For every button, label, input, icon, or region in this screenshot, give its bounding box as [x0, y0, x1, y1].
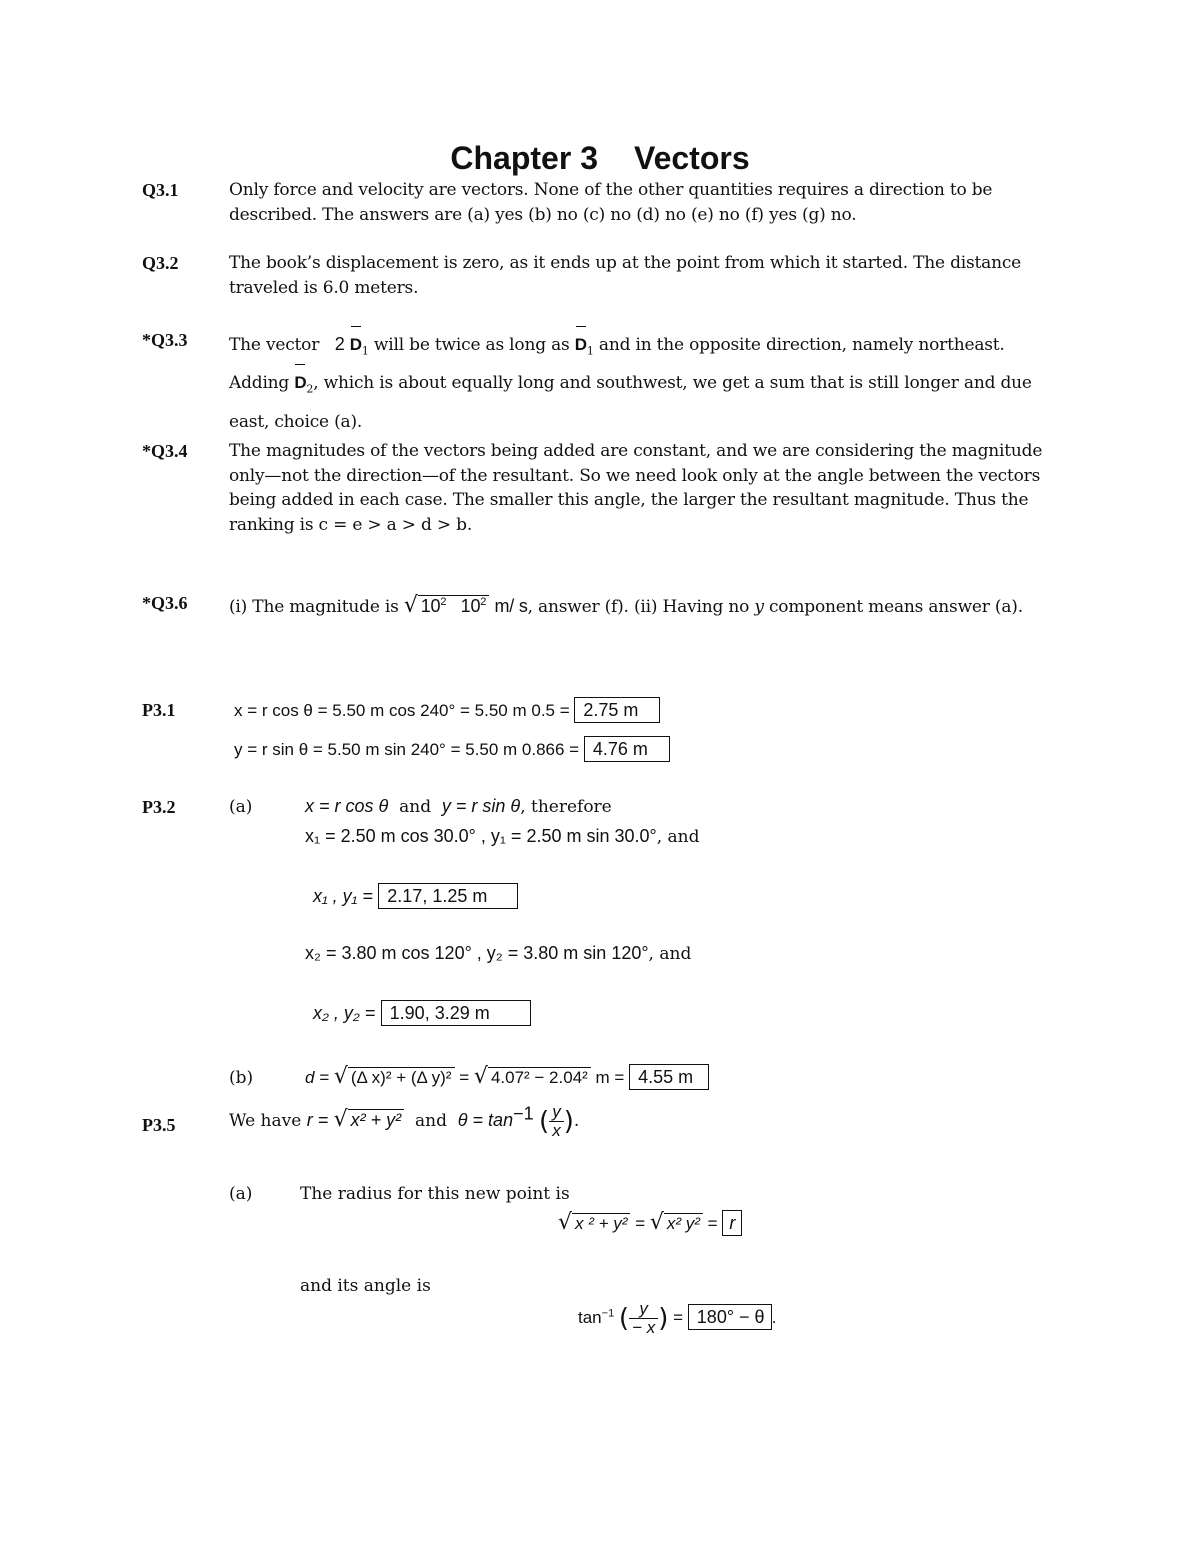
p35-angle-answer-box: 180° − θ: [688, 1304, 772, 1330]
p35-angle-text: and its angle is: [300, 1276, 431, 1296]
p35-label: P3.5: [142, 1115, 176, 1135]
y-over-neg-x-fraction: $\frac{y}{- x}$: [629, 1300, 658, 1337]
p32-a-line1: x = r cos θ and y = r sin θ, therefore: [305, 796, 612, 817]
p32-label: P3.2: [142, 797, 176, 817]
p35-angle-equation: $\tan^{-1}$ ( $\frac{y}{- x}$ ) = 180° − θ .: [578, 1299, 777, 1337]
q33-coefficient: 2: [334, 334, 345, 354]
q34-answer: The magnitudes of the vectors being added are constant, and we are considering the magnitude only—not the direction—of the resultant. So we need look only at the angle between the vectors being added in each case. The smaller this angle, the larger the resultant magnitude. Thus the ranking is c = e > a > d > b.: [229, 441, 1043, 535]
sqrt-symbol: √: [558, 1210, 573, 1235]
q31-label: Q3.1: [142, 180, 179, 200]
sqrt-symbol: √: [473, 1064, 488, 1089]
p35-radius-text: The radius for this new point is: [300, 1184, 570, 1204]
y-over-x-fraction: $\frac{y}{x}$: [549, 1103, 564, 1140]
q34-label: *Q3.4: [142, 441, 188, 461]
p35-radius-equation: √ x ² + y² = √ x² y² = r: [558, 1210, 742, 1236]
q32-answer: The book’s displacement is zero, as it ends up at the point from which it started. The distance traveled is 6.0 meters.: [229, 253, 1022, 298]
p32-point2-answer-box: 1.90, 3.29 m: [381, 1000, 531, 1026]
p32-part-a-label: (a): [229, 797, 253, 817]
q31-answer: Only force and velocity are vectors. None of the other quantities requires a direction to be described. The answers are (a) yes (b) no (c) no (d) no (e) no (f) yes (g) no.: [229, 180, 993, 225]
p31-x-equation: x = r cos θ = 5.50 m cos 240° = 5.50 m 0.5 = 2.75 m: [234, 697, 660, 723]
p31-x-answer-box: 2.75 m: [574, 697, 660, 723]
p32-part-b-label: (b): [229, 1068, 254, 1088]
p31-y-equation: y = r sin θ = 5.50 m sin 240° = 5.50 m 0.866 = 4.76 m: [234, 736, 670, 762]
q33-answer: The vector 2 $D_1$ will be twice as long as $D_1$ and in the opposite direction, namely northeast. Adding $D_2$, which is about equally long and southwest, we get a sum that is still longer and due east, choice (a).: [229, 328, 1049, 438]
q32-label: Q3.2: [142, 253, 179, 273]
p35-intro: We have r = √ x² + y² and $\theta = \tan^{-1}$ ( $\frac{y}{x}$ ).: [229, 1102, 580, 1140]
chapter-number: Chapter 3: [450, 140, 598, 176]
p32-a-line5: x₂ , y₂ = 1.90, 3.29 m: [313, 1000, 531, 1026]
vector-d-symbol: D: [575, 329, 587, 361]
sqrt-symbol: √: [333, 1107, 348, 1132]
p32-point1-answer-box: 2.17, 1.25 m: [378, 883, 518, 909]
sqrt-symbol: √: [403, 593, 418, 618]
p35-part-a-label: (a): [229, 1184, 253, 1204]
p32-a-line3: x₁ , y₁ = 2.17, 1.25 m: [313, 883, 518, 909]
p31-label: P3.1: [142, 700, 176, 720]
vector-d-symbol: D: [350, 329, 362, 361]
vector-d-symbol: D: [294, 367, 306, 399]
sqrt-symbol: √: [649, 1210, 664, 1235]
p32-b-equation: d = √ (Δ x)² + (Δ y)² = √ 4.07² − 2.04² m = 4.55 m: [305, 1064, 709, 1090]
q36-radicand: $10^2$ $10^2$: [418, 595, 490, 616]
page-title: [0, 140, 1200, 177]
q36-answer: (i) The magnitude is √ $10^2$ $10^2$ m/ s, answer (f). (ii) Having no y component means answer (a).: [229, 593, 1023, 618]
p32-distance-answer-box: 4.55 m: [629, 1064, 709, 1090]
q36-label: *Q3.6: [142, 593, 188, 613]
chapter-topic: Vectors: [633, 140, 750, 176]
p32-a-line4: x₂ = 3.80 m cos 120° , y₂ = 3.80 m sin 120°, and: [305, 943, 692, 964]
q33-label: *Q3.3: [142, 330, 188, 350]
sqrt-symbol: √: [333, 1064, 348, 1089]
p32-a-line2: x₁ = 2.50 m cos 30.0° , y₁ = 2.50 m sin 30.0°, and: [305, 826, 700, 847]
p35-radius-answer-box: r: [722, 1210, 742, 1236]
p31-y-answer-box: 4.76 m: [584, 736, 670, 762]
